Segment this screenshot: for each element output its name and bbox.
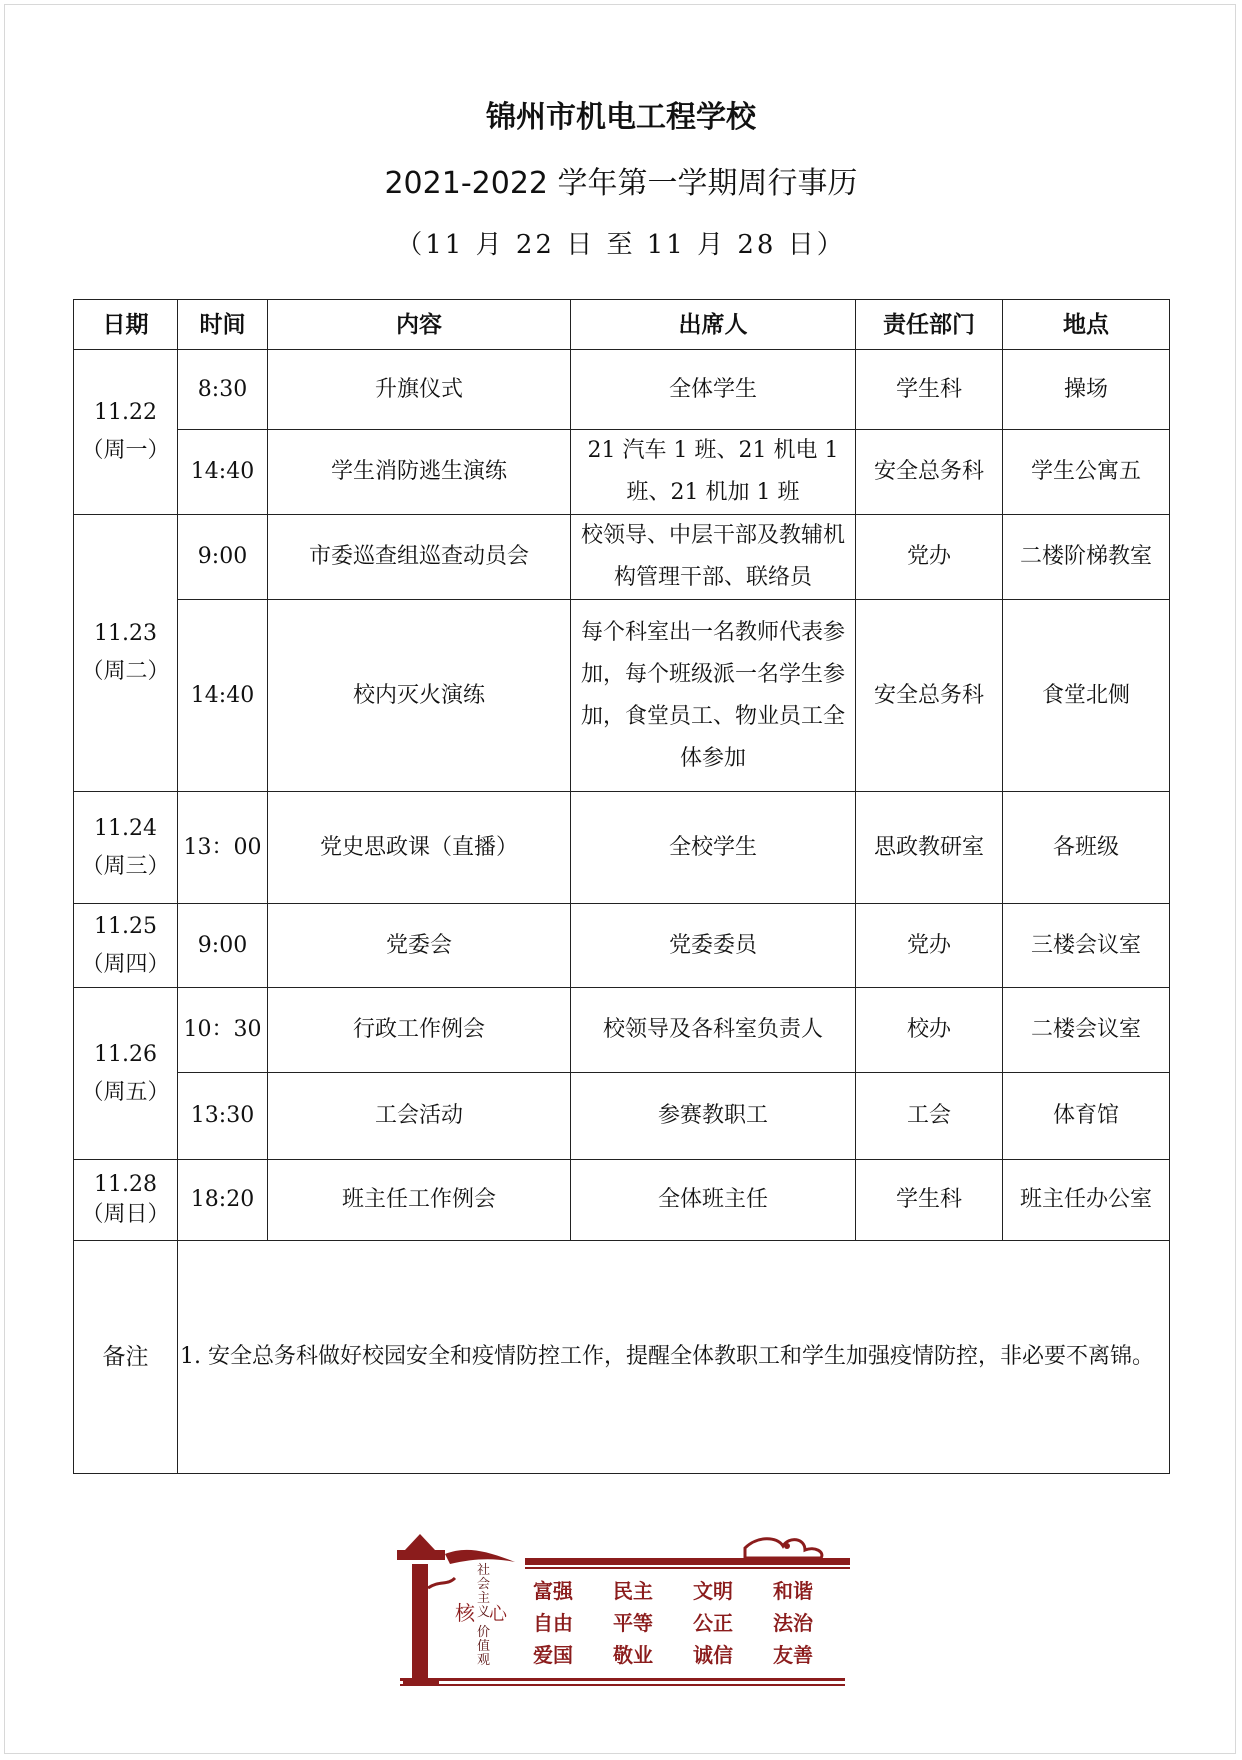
- col-header-dept: 责任部门: [856, 300, 1003, 350]
- time-cell: 14:40: [178, 600, 268, 792]
- value-word: 法治: [773, 1611, 813, 1635]
- date: 11.26: [94, 1041, 157, 1067]
- notes-label: 备注: [74, 1241, 178, 1474]
- table-row: [74, 792, 1170, 904]
- time-cell: 10：30: [178, 988, 268, 1073]
- values-grid: [533, 1579, 814, 1667]
- dept-cell: 学生科: [856, 1160, 1003, 1241]
- value-word: 爱国: [533, 1643, 573, 1667]
- side-char-large: 核: [455, 1601, 475, 1625]
- time-cell: 9:00: [178, 904, 268, 988]
- value-word: 友善: [773, 1643, 813, 1667]
- col-header-time: 时间: [178, 300, 268, 350]
- value-word: 文明: [693, 1579, 733, 1603]
- date-cell: [74, 350, 178, 515]
- table-row: [74, 600, 1170, 792]
- col-header-date: 日期: [74, 300, 178, 350]
- attendees-cell: 校领导、中层干部及教辅机构管理干部、联络员: [571, 515, 856, 600]
- col-header-place: 地点: [1003, 300, 1170, 350]
- weekday: （周二）: [81, 659, 170, 684]
- value-word: 和谐: [773, 1579, 813, 1603]
- value-word: 自由: [533, 1611, 573, 1635]
- core-values-banner: [385, 1528, 860, 1688]
- place-cell: 学生公寓五: [1003, 430, 1170, 515]
- table-row: [74, 430, 1170, 515]
- weekday: （周三）: [81, 853, 170, 879]
- side-char: 会: [477, 1577, 491, 1592]
- content-cell: 工会活动: [268, 1073, 571, 1160]
- content-cell: 市委巡查组巡查动员会: [268, 515, 571, 600]
- date-range: （11 月 22 日 至 11 月 28 日）: [396, 230, 846, 260]
- bottom-rule: [400, 1684, 845, 1686]
- side-char: 观: [477, 1653, 491, 1668]
- table-row: [74, 515, 1170, 600]
- weekday: （周五）: [81, 1079, 170, 1105]
- attendees-cell: 全体班主任: [571, 1160, 856, 1241]
- table-row: [74, 350, 1170, 430]
- dept-cell: 学生科: [856, 350, 1003, 430]
- weekday: （周一）: [81, 438, 170, 463]
- place-cell: 食堂北侧: [1003, 600, 1170, 792]
- time-cell: 13:30: [178, 1073, 268, 1160]
- dept-cell: 党办: [856, 904, 1003, 988]
- col-header-content: 内容: [268, 300, 571, 350]
- date: 11.23: [94, 621, 157, 646]
- document-title: 2021-2022 学年第一学期周行事历: [384, 166, 858, 201]
- table-row: [74, 904, 1170, 988]
- col-header-attendees: 出席人: [571, 300, 856, 350]
- side-char: 主: [477, 1591, 491, 1606]
- dept-cell: 工会: [856, 1073, 1003, 1160]
- weekday: （周日）: [81, 1202, 170, 1227]
- value-word: 民主: [613, 1579, 653, 1603]
- table-row: [74, 988, 1170, 1073]
- date-cell: [74, 904, 178, 988]
- content-cell: 升旗仪式: [268, 350, 571, 430]
- bottom-rule: [400, 1678, 845, 1681]
- place-cell: 二楼会议室: [1003, 988, 1170, 1073]
- date-cell: [74, 515, 178, 792]
- time-cell: 8:30: [178, 350, 268, 430]
- table-row: [74, 1073, 1170, 1160]
- date-cell: [74, 988, 178, 1160]
- content-cell: 党委会: [268, 904, 571, 988]
- weekday: （周四）: [81, 951, 170, 977]
- cloud-ornament-icon: [525, 1539, 850, 1569]
- side-char: 社: [477, 1563, 491, 1578]
- side-char: 义: [477, 1605, 491, 1620]
- table-row: [74, 1160, 1170, 1241]
- date: 11.24: [94, 815, 157, 841]
- dept-cell: 党办: [856, 515, 1003, 600]
- place-cell: 二楼阶梯教室: [1003, 515, 1170, 600]
- attendees-cell: 参赛教职工: [571, 1073, 856, 1160]
- place-cell: 班主任办公室: [1003, 1160, 1170, 1241]
- time-cell: 9:00: [178, 515, 268, 600]
- value-word: 敬业: [613, 1643, 653, 1667]
- content-cell: 班主任工作例会: [268, 1160, 571, 1241]
- content-cell: 党史思政课（直播）: [268, 792, 571, 904]
- side-char: 价: [477, 1625, 491, 1640]
- value-word: 富强: [533, 1579, 573, 1603]
- place-cell: 三楼会议室: [1003, 904, 1170, 988]
- content-cell: 学生消防逃生演练: [268, 430, 571, 515]
- time-cell: 18:20: [178, 1160, 268, 1241]
- attendees-cell: 21 汽车 1 班、21 机电 1 班、21 机加 1 班: [571, 430, 856, 515]
- attendees-cell: 全校学生: [571, 792, 856, 904]
- value-word: 公正: [693, 1611, 733, 1635]
- place-cell: 体育馆: [1003, 1073, 1170, 1160]
- dept-cell: 思政教研室: [856, 792, 1003, 904]
- side-char: 值: [477, 1639, 491, 1654]
- content-cell: 行政工作例会: [268, 988, 571, 1073]
- time-cell: 13：00: [178, 792, 268, 904]
- attendees-cell: 党委委员: [571, 904, 856, 988]
- attendees-cell: 全体学生: [571, 350, 856, 430]
- place-cell: 各班级: [1003, 792, 1170, 904]
- date-cell: [74, 1160, 178, 1241]
- dept-cell: 安全总务科: [856, 430, 1003, 515]
- side-vertical-text: [455, 1562, 508, 1668]
- side-char-large: 心: [489, 1604, 507, 1625]
- notes-text: 1. 安全总务科做好校园安全和疫情防控工作，提醒全体教职工和学生加强疫情防控，非必要不离锦。: [178, 1241, 1170, 1474]
- place-cell: 操场: [1003, 350, 1170, 430]
- dept-cell: 安全总务科: [856, 600, 1003, 792]
- header-row: [74, 300, 1170, 350]
- calendar-table: [73, 299, 1170, 1474]
- date: 11.28: [94, 1172, 157, 1197]
- school-name: 锦州市机电工程学校: [486, 100, 756, 135]
- attendees-cell: 校领导及各科室负责人: [571, 988, 856, 1073]
- date-cell: [74, 792, 178, 904]
- content-cell: 校内灭火演练: [268, 600, 571, 792]
- time-cell: 14:40: [178, 430, 268, 515]
- date: 11.22: [94, 400, 157, 425]
- dept-cell: 校办: [856, 988, 1003, 1073]
- notes-row: [74, 1241, 1170, 1474]
- value-word: 平等: [613, 1611, 653, 1635]
- value-word: 诚信: [693, 1643, 733, 1667]
- date: 11.25: [94, 913, 157, 939]
- attendees-cell: 每个科室出一名教师代表参加，每个班级派一名学生参加，食堂员工、物业员工全体参加: [571, 600, 856, 792]
